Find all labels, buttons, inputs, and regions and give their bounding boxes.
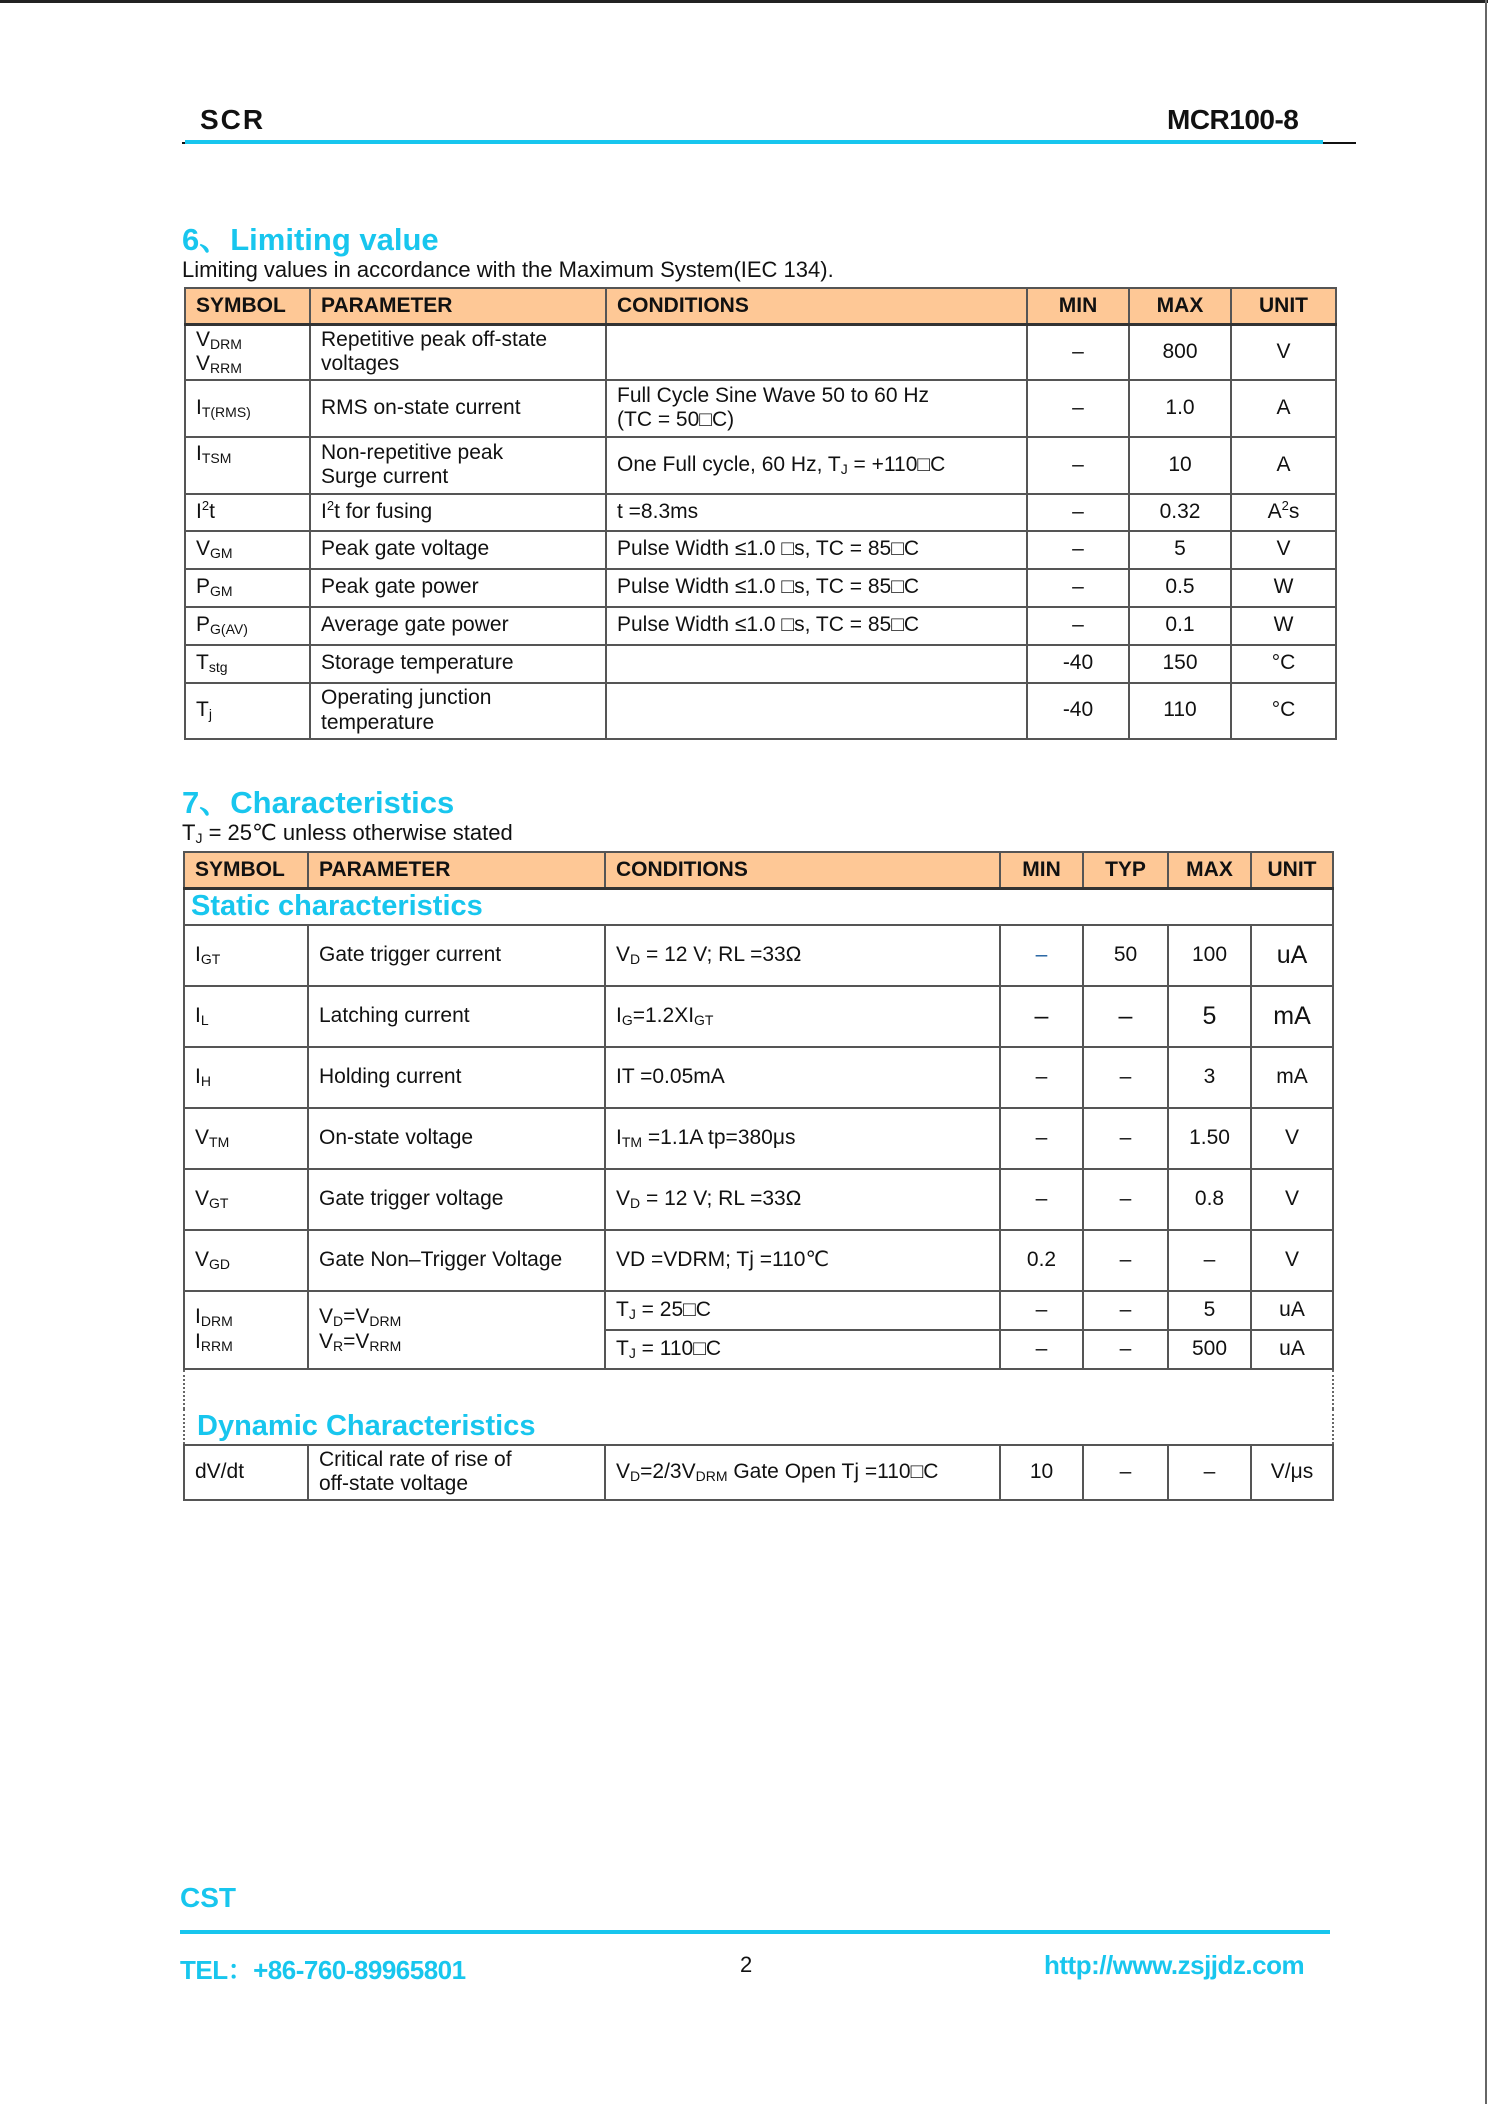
conditions-cell: VD =VDRM; Tj =110℃ [605, 1230, 1000, 1291]
table-header-row [185, 288, 1336, 325]
section-7-subtitle: $T_J$ = 25℃ unless otherwise stated [182, 820, 513, 846]
conditions-cell: $V_D = 12$ V; RL =33Ω [605, 925, 1000, 986]
min-cell: – [1000, 1108, 1083, 1169]
typ-cell: – [1083, 1047, 1168, 1108]
dynamic-group-row [184, 1409, 1333, 1445]
min-cell: – [1000, 986, 1083, 1047]
unit-cell: V [1251, 1108, 1333, 1169]
col-max: MAX [1129, 288, 1231, 325]
characteristics-table [183, 851, 1334, 1501]
table-row [185, 645, 1336, 683]
max-cell: – [1168, 1230, 1251, 1291]
table-row [185, 607, 1336, 645]
symbol-cell: $I_{GT}$ [184, 925, 308, 986]
symbol-cell: $I_H$ [184, 1047, 308, 1108]
col-min: MIN [1027, 288, 1129, 325]
table-row [185, 683, 1336, 739]
footer-brand: CST [180, 1882, 236, 1913]
header-category: SCR [200, 104, 266, 135]
typ-cell: – [1083, 1330, 1168, 1369]
table-row [184, 1047, 1333, 1108]
unit-cell: W [1231, 569, 1336, 607]
unit-cell: V/μs [1251, 1445, 1333, 1500]
conditions-cell: One Full cycle, 60 Hz, $T_J$ = +110□C [606, 437, 1027, 494]
conditions-cell [606, 325, 1027, 380]
col-typ: TYP [1083, 852, 1168, 889]
parameter-cell: $V_D=V_{DRM}$ $V_R=V_{RRM}$ [308, 1291, 605, 1369]
conditions-cell: Pulse Width ≤1.0 □s, TC = 85□C [606, 607, 1027, 645]
typ-cell: – [1083, 1291, 1168, 1330]
section-6-subtitle: Limiting values in accordance with the Maximum System(IEC 134). [182, 257, 834, 282]
symbol-cell: $P_{GM}$ [185, 569, 310, 607]
table-row [184, 1169, 1333, 1230]
parameter-cell: $I^2t$ for fusing [310, 494, 606, 531]
unit-cell: A [1231, 380, 1336, 437]
max-cell: 800 [1129, 325, 1231, 380]
max-cell: 1.50 [1168, 1108, 1251, 1169]
conditions-cell: $V_D = 12$ V; RL =33Ω [605, 1169, 1000, 1230]
symbol-cell: $V_{GD}$ [184, 1230, 308, 1291]
max-cell: 150 [1129, 645, 1231, 683]
min-cell: -40 [1027, 683, 1129, 739]
typ-cell: – [1083, 1169, 1168, 1230]
col-unit: UNIT [1251, 852, 1333, 889]
min-cell: – [1027, 531, 1129, 569]
symbol-cell: $V_{GM}$ [185, 531, 310, 569]
static-group-row [184, 889, 1333, 925]
min-cell: – [1000, 1330, 1083, 1369]
footer-website-link[interactable]: http://www.zsjjdz.com [1044, 1950, 1305, 1980]
limiting-values-table [184, 287, 1337, 740]
unit-cell: A [1231, 437, 1336, 494]
typ-cell: – [1083, 1108, 1168, 1169]
min-cell: – [1027, 380, 1129, 437]
conditions-cell: Pulse Width ≤1.0 □s, TC = 85□C [606, 569, 1027, 607]
conditions-cell: $I_G=1.2XI_{GT}$ [605, 986, 1000, 1047]
conditions-cell [606, 683, 1027, 739]
section-7-title: 7、Characteristics [182, 785, 455, 820]
parameter-cell: Average gate power [310, 607, 606, 645]
unit-cell: V [1251, 1230, 1333, 1291]
symbol-cell: $I_{T(RMS)}$ [185, 380, 310, 437]
unit-cell: °C [1231, 683, 1336, 739]
conditions-cell: IT =0.05mA [605, 1047, 1000, 1108]
col-conditions: CONDITIONS [605, 852, 1000, 889]
dynamic-characteristics-title: Dynamic Characteristics [184, 1409, 1333, 1445]
table-row [184, 1291, 1333, 1330]
max-cell: 5 [1129, 531, 1231, 569]
table-row [184, 1230, 1333, 1291]
parameter-cell: Peak gate voltage [310, 531, 606, 569]
section-6-title: 6、Limiting value [182, 222, 439, 257]
max-cell: 0.32 [1129, 494, 1231, 531]
unit-cell: °C [1231, 645, 1336, 683]
unit-cell: uA [1251, 1330, 1333, 1369]
parameter-cell: Latching current [308, 986, 605, 1047]
table-row [185, 437, 1336, 494]
min-cell: – [1000, 1169, 1083, 1230]
page-top-border [0, 0, 1488, 3]
table-row [185, 380, 1336, 437]
symbol-cell: $V_{GT}$ [184, 1169, 308, 1230]
symbol-cell: $I_{TSM}$ [185, 437, 310, 494]
parameter-cell: Gate trigger voltage [308, 1169, 605, 1230]
max-cell: 0.8 [1168, 1169, 1251, 1230]
parameter-cell: Operating junction temperature [310, 683, 606, 739]
unit-cell: uA [1251, 925, 1333, 986]
col-parameter: PARAMETER [308, 852, 605, 889]
footer-phone: TEL：+86-760-89965801 [180, 1955, 466, 1985]
conditions-cell: $I_{TM} =1.1A$ tp=380μs [605, 1108, 1000, 1169]
min-cell: -40 [1027, 645, 1129, 683]
unit-cell: $A^2s$ [1231, 494, 1336, 531]
footer-rule [180, 1930, 1330, 1934]
min-cell: 0.2 [1000, 1230, 1083, 1291]
conditions-cell: $T_J$ = 110□C [605, 1330, 1000, 1369]
min-cell: – [1000, 1291, 1083, 1330]
min-cell: – [1027, 569, 1129, 607]
parameter-cell: RMS on-state current [310, 380, 606, 437]
conditions-cell [606, 645, 1027, 683]
header-rule [185, 140, 1323, 144]
table-row [184, 1108, 1333, 1169]
parameter-cell: Storage temperature [310, 645, 606, 683]
max-cell: 1.0 [1129, 380, 1231, 437]
max-cell: 3 [1168, 1047, 1251, 1108]
parameter-cell: Peak gate power [310, 569, 606, 607]
col-symbol: SYMBOL [184, 852, 308, 889]
parameter-cell: Critical rate of rise of off-state voltage [308, 1445, 605, 1500]
unit-cell: mA [1251, 986, 1333, 1047]
parameter-cell: Gate Non–Trigger Voltage [308, 1230, 605, 1291]
symbol-cell: dV/dt [184, 1445, 308, 1500]
typ-cell: – [1083, 1445, 1168, 1500]
max-cell: 5 [1168, 1291, 1251, 1330]
parameter-cell: Holding current [308, 1047, 605, 1108]
max-cell: 500 [1168, 1330, 1251, 1369]
min-cell: – [1027, 494, 1129, 531]
col-max: MAX [1168, 852, 1251, 889]
table-row [185, 494, 1336, 531]
min-cell: – [1027, 437, 1129, 494]
max-cell: – [1168, 1445, 1251, 1500]
conditions-cell: Full Cycle Sine Wave 50 to 60 Hz (TC = 50□C) [606, 380, 1027, 437]
conditions-cell: $T_J$ = 25□C [605, 1291, 1000, 1330]
table-row [184, 925, 1333, 986]
max-cell: 0.5 [1129, 569, 1231, 607]
typ-cell: – [1083, 986, 1168, 1047]
min-cell: – [1027, 325, 1129, 380]
unit-cell: uA [1251, 1291, 1333, 1330]
unit-cell: V [1231, 531, 1336, 569]
static-characteristics-title: Static characteristics [184, 889, 1333, 925]
spacer-row [184, 1369, 1333, 1409]
unit-cell: mA [1251, 1047, 1333, 1108]
col-symbol: SYMBOL [185, 288, 310, 325]
conditions-cell: $V_D=2/3V_{DRM}$ Gate Open Tj =110□C [605, 1445, 1000, 1500]
symbol-cell: $I_{DRM}$ $I_{RRM}$ [184, 1291, 308, 1369]
parameter-cell: On-state voltage [308, 1108, 605, 1169]
table-row [184, 986, 1333, 1047]
symbol-cell: $T_j$ [185, 683, 310, 739]
min-cell: 10 [1000, 1445, 1083, 1500]
min-cell: – [1000, 1047, 1083, 1108]
table-row [185, 325, 1336, 380]
table-row [184, 1445, 1333, 1500]
page-number: 2 [740, 1952, 753, 1977]
typ-cell: – [1083, 1230, 1168, 1291]
header-part-number: MCR100-8 [1167, 104, 1299, 135]
col-min: MIN [1000, 852, 1083, 889]
max-cell: 0.1 [1129, 607, 1231, 645]
header-rule-end [1323, 142, 1356, 144]
max-cell: 5 [1168, 986, 1251, 1047]
conditions-cell: t =8.3ms [606, 494, 1027, 531]
col-unit: UNIT [1231, 288, 1336, 325]
max-cell: 110 [1129, 683, 1231, 739]
min-cell: – [1027, 607, 1129, 645]
col-parameter: PARAMETER [310, 288, 606, 325]
table-header-row [184, 852, 1333, 889]
symbol-cell: $I_L$ [184, 986, 308, 1047]
parameter-cell: Repetitive peak off-state voltages [310, 325, 606, 380]
parameter-cell: Non-repetitive peak Surge current [310, 437, 606, 494]
symbol-cell: $V_{TM}$ [184, 1108, 308, 1169]
typ-cell: 50 [1083, 925, 1168, 986]
table-row [185, 569, 1336, 607]
symbol-cell: $V_{DRM}$ $V_{RRM}$ [185, 325, 310, 380]
page-right-border [1485, 0, 1487, 2104]
max-cell: 100 [1168, 925, 1251, 986]
symbol-cell: $P_{G(AV)}$ [185, 607, 310, 645]
table-row [185, 531, 1336, 569]
col-conditions: CONDITIONS [606, 288, 1027, 325]
unit-cell: V [1231, 325, 1336, 380]
conditions-cell: Pulse Width ≤1.0 □s, TC = 85□C [606, 531, 1027, 569]
unit-cell: W [1231, 607, 1336, 645]
parameter-cell: Gate trigger current [308, 925, 605, 986]
symbol-cell: $T_{stg}$ [185, 645, 310, 683]
min-cell: – [1000, 925, 1083, 986]
unit-cell: V [1251, 1169, 1333, 1230]
max-cell: 10 [1129, 437, 1231, 494]
symbol-cell: $I^2t$ [185, 494, 310, 531]
